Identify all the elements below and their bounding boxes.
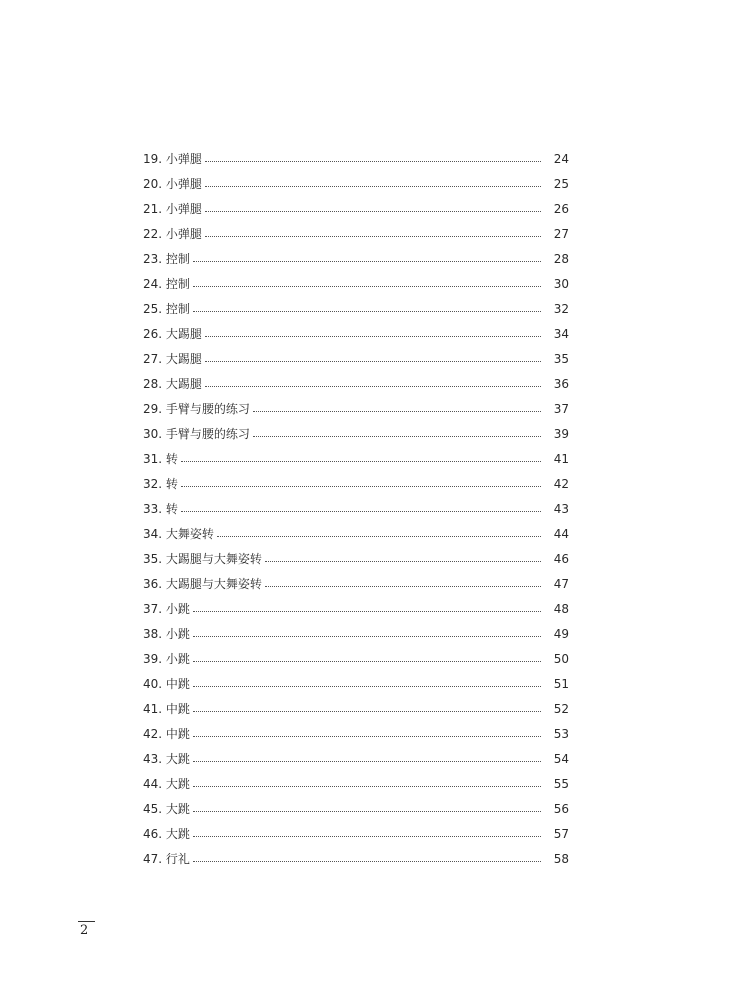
toc-dot-leader [193,861,541,862]
toc-entry-page-number: 30 [553,277,569,291]
toc-entry [143,697,569,722]
toc-dot-leader [193,736,541,737]
toc-entry [143,822,569,847]
toc-entry [143,397,569,422]
toc-entry-page-number: 48 [553,602,569,616]
toc-entry-page-number: 53 [553,727,569,741]
toc-entry [143,572,569,597]
toc-dot-leader [193,811,541,812]
toc-entry-page-number: 26 [553,202,569,216]
toc-entry-title: 46. 大跳 [143,827,190,841]
toc-entry [143,622,569,647]
toc-entry-page-number: 47 [553,577,569,591]
toc-entry-title: 44. 大跳 [143,777,190,791]
toc-entry-page-number: 54 [553,752,569,766]
toc-entry-title: 31. 转 [143,452,178,466]
toc-dot-leader [193,661,541,662]
toc-entry-page-number: 50 [553,652,569,666]
toc-entry [143,322,569,347]
toc-entry-title: 35. 大踢腿与大舞姿转 [143,552,262,566]
toc-entry-page-number: 34 [553,327,569,341]
toc-entry-title: 41. 中跳 [143,702,190,716]
toc-entry-page-number: 24 [553,152,569,166]
toc-entry-title: 45. 大跳 [143,802,190,816]
toc-entry-title: 23. 控制 [143,252,190,266]
toc-entry-page-number: 56 [553,802,569,816]
toc-entry [143,522,569,547]
toc-dot-leader [193,611,541,612]
toc-entry-title: 34. 大舞姿转 [143,527,214,541]
toc-entry-title: 39. 小跳 [143,652,190,666]
table-of-contents [143,147,569,872]
toc-entry-title: 20. 小弹腿 [143,177,202,191]
toc-entry [143,747,569,772]
toc-dot-leader [193,286,541,287]
toc-entry-page-number: 41 [553,452,569,466]
toc-entry-title: 38. 小跳 [143,627,190,641]
toc-dot-leader [193,786,541,787]
toc-entry-title: 25. 控制 [143,302,190,316]
toc-entry [143,647,569,672]
toc-entry [143,797,569,822]
toc-entry [143,497,569,522]
toc-dot-leader [253,411,541,412]
toc-entry-title: 42. 中跳 [143,727,190,741]
toc-entry-page-number: 58 [553,852,569,866]
toc-entry-title: 27. 大踢腿 [143,352,202,366]
toc-dot-leader [217,536,541,537]
toc-dot-leader [193,686,541,687]
toc-entry-page-number: 28 [553,252,569,266]
toc-entry-title: 32. 转 [143,477,178,491]
toc-entry [143,222,569,247]
toc-dot-leader [205,211,541,212]
toc-dot-leader [265,586,541,587]
toc-entry-title: 28. 大踢腿 [143,377,202,391]
toc-entry [143,347,569,372]
toc-entry-page-number: 55 [553,777,569,791]
toc-dot-leader [205,186,541,187]
toc-entry-page-number: 51 [553,677,569,691]
toc-entry [143,722,569,747]
toc-entry-page-number: 57 [553,827,569,841]
toc-dot-leader [205,336,541,337]
toc-entry [143,172,569,197]
toc-entry-page-number: 37 [553,402,569,416]
toc-dot-leader [193,311,541,312]
toc-dot-leader [253,436,541,437]
toc-entry [143,472,569,497]
toc-entry-title: 30. 手臂与腰的练习 [143,427,250,441]
toc-entry-page-number: 25 [553,177,569,191]
toc-entry-title: 43. 大跳 [143,752,190,766]
toc-entry-title: 26. 大踢腿 [143,327,202,341]
toc-dot-leader [205,161,541,162]
toc-entry [143,247,569,272]
toc-dot-leader [205,236,541,237]
toc-entry-title: 29. 手臂与腰的练习 [143,402,250,416]
toc-entry-title: 47. 行礼 [143,852,190,866]
toc-entry [143,447,569,472]
toc-dot-leader [193,711,541,712]
toc-entry-title: 24. 控制 [143,277,190,291]
toc-dot-leader [181,511,541,512]
toc-entry-title: 19. 小弹腿 [143,152,202,166]
toc-entry [143,272,569,297]
toc-entry [143,597,569,622]
toc-entry-page-number: 35 [553,352,569,366]
toc-dot-leader [205,361,541,362]
toc-entry-title: 37. 小跳 [143,602,190,616]
toc-entry-page-number: 39 [553,427,569,441]
toc-dot-leader [193,761,541,762]
toc-entry [143,772,569,797]
toc-dot-leader [181,461,541,462]
toc-entry-page-number: 46 [553,552,569,566]
toc-entry [143,847,569,872]
toc-entry-page-number: 49 [553,627,569,641]
toc-entry [143,422,569,447]
toc-entry-page-number: 52 [553,702,569,716]
toc-entry-page-number: 44 [553,527,569,541]
toc-entry-page-number: 27 [553,227,569,241]
toc-entry [143,197,569,222]
toc-entry-page-number: 32 [553,302,569,316]
page-number-rule [78,921,95,922]
toc-entry [143,372,569,397]
page-number: 2 [80,923,89,938]
toc-entry-title: 22. 小弹腿 [143,227,202,241]
toc-entry [143,547,569,572]
toc-entry-page-number: 43 [553,502,569,516]
toc-entry-title: 40. 中跳 [143,677,190,691]
toc-dot-leader [205,386,541,387]
toc-dot-leader [193,836,541,837]
toc-dot-leader [181,486,541,487]
toc-dot-leader [193,261,541,262]
toc-entry-title: 33. 转 [143,502,178,516]
toc-entry-title: 36. 大踢腿与大舞姿转 [143,577,262,591]
toc-entry [143,672,569,697]
toc-dot-leader [193,636,541,637]
toc-entry-page-number: 42 [553,477,569,491]
toc-dot-leader [265,561,541,562]
toc-entry [143,147,569,172]
toc-entry-page-number: 36 [553,377,569,391]
toc-entry-title: 21. 小弹腿 [143,202,202,216]
toc-entry [143,297,569,322]
